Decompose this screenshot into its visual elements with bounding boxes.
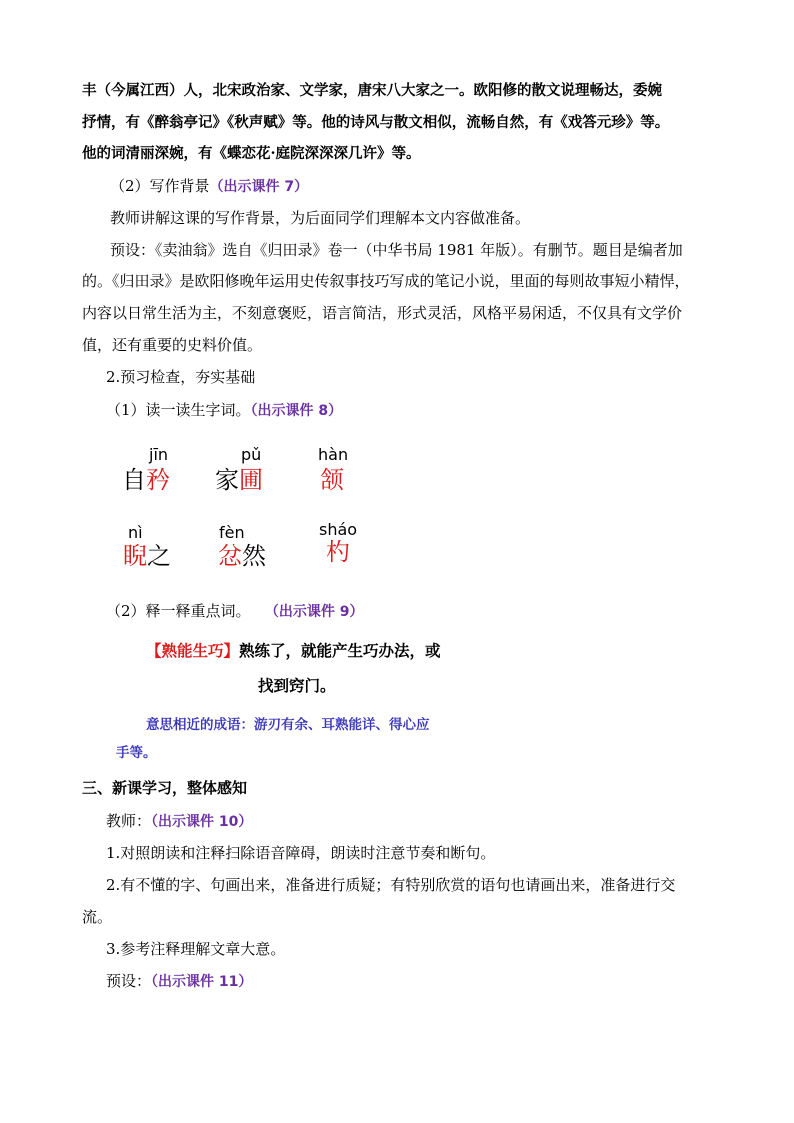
word-5-char: 忿 (218, 542, 242, 570)
section3-teacher: 教师： (106, 812, 152, 830)
intro-line-3: 他的词清丽深婉，有《蝶恋花·庭院深深深几许》等。 (82, 145, 421, 162)
word-6-char: 杓 (326, 538, 350, 566)
word-5 (218, 541, 266, 571)
background-p1: 预设：《卖油翁》选自《归田录》卷一（中华书局 1981 年版）。有删节。题目是编者加 (110, 241, 683, 259)
background-p3: 内容以日常生活为主，不刻意褒贬，语言简洁，形式灵活，风格平易闲适，不仅具有文学价 (82, 304, 683, 322)
word-1 (122, 465, 170, 495)
similar-idioms-1: 意思相近的成语：游刃有余、耳熟能详、得心应 (146, 717, 430, 733)
idiom-def-2: 找到窍门。 (258, 676, 336, 695)
section3-step-2b: 流。 (82, 908, 113, 926)
word-3-char: 颔 (320, 466, 344, 494)
word-4-post: 之 (147, 542, 171, 570)
word-4-char: 睨 (123, 542, 147, 570)
pinyin-6: sháo (319, 520, 358, 539)
intro-line-2: 抒情，有《醉翁亭记》《秋声赋》等。他的诗风与散文相似，流畅自然，有《戏答元珍》等。 (82, 114, 670, 131)
read-label: （1）读一读生字词。 (106, 401, 251, 419)
pinyin-2: pǔ (241, 445, 262, 464)
background-heading-line (110, 175, 308, 198)
section3-heading: 三、新课学习，整体感知 (82, 779, 248, 797)
explain-label: （2）释一释重点词。 (106, 602, 251, 620)
background-p2: 的。《归田录》是欧阳修晚年运用史传叙事技巧写成的笔记小说，里面的每则故事短小精悍， (82, 272, 690, 290)
section3-step-3: 3.参考注释理解文章大意。 (106, 940, 286, 958)
pinyin-5: fèn (219, 523, 245, 542)
word-4 (123, 541, 171, 571)
background-teacher: 教师讲解这课的写作背景，为后面同学们理解本文内容做准备。 (110, 209, 531, 227)
intro-line-1: 丰（今属江西）人，北宋政治家、文学家，唐宋八大家之一。欧阳修的散文说理畅达，委婉 (82, 82, 662, 99)
section3-teacher-courseware: （出示课件 10） (151, 814, 253, 830)
idiom-term: 【熟能生巧】 (146, 641, 240, 660)
explain-courseware: （出示课件 9） (264, 604, 364, 620)
section3-preset-courseware: （出示课件 11） (151, 974, 253, 990)
background-heading: （2）写作背景 (110, 177, 210, 195)
idiom-def-1: 熟练了，就能产生巧办法，或 (239, 641, 441, 660)
pinyin-4: nì (128, 523, 143, 542)
pinyin-3: hàn (318, 445, 349, 464)
section3-teacher-line (106, 810, 252, 833)
background-p4: 值，还有重要的史料价值。 (82, 336, 263, 354)
section3-step-2a: 2.有不懂的字、句画出来，准备进行质疑；有特别欣赏的语句也请画出来，准备进行交 (106, 876, 676, 894)
explain-heading-line (106, 600, 363, 623)
pinyin-1: jīn (149, 445, 169, 464)
similar-idioms-2: 手等。 (116, 745, 157, 761)
idiom-line-1 (146, 640, 441, 662)
background-courseware: （出示课件 7） (209, 179, 309, 195)
preview-heading: 2.预习检查，夯实基础 (106, 368, 256, 386)
section3-step-1: 1.对照朗读和注释扫除语音障碍，朗读时注意节奏和断句。 (106, 844, 496, 862)
section3-preset: 预设： (106, 972, 152, 990)
section3-preset-line (106, 970, 252, 993)
read-courseware: （出示课件 8） (250, 403, 343, 419)
word-2-pre: 家 (215, 466, 239, 494)
word-2 (215, 465, 263, 495)
word-1-char: 矜 (146, 466, 170, 494)
word-1-pre: 自 (122, 466, 146, 494)
read-heading-line (106, 399, 342, 422)
word-2-char: 圃 (239, 466, 263, 494)
word-5-post: 然 (242, 542, 266, 570)
